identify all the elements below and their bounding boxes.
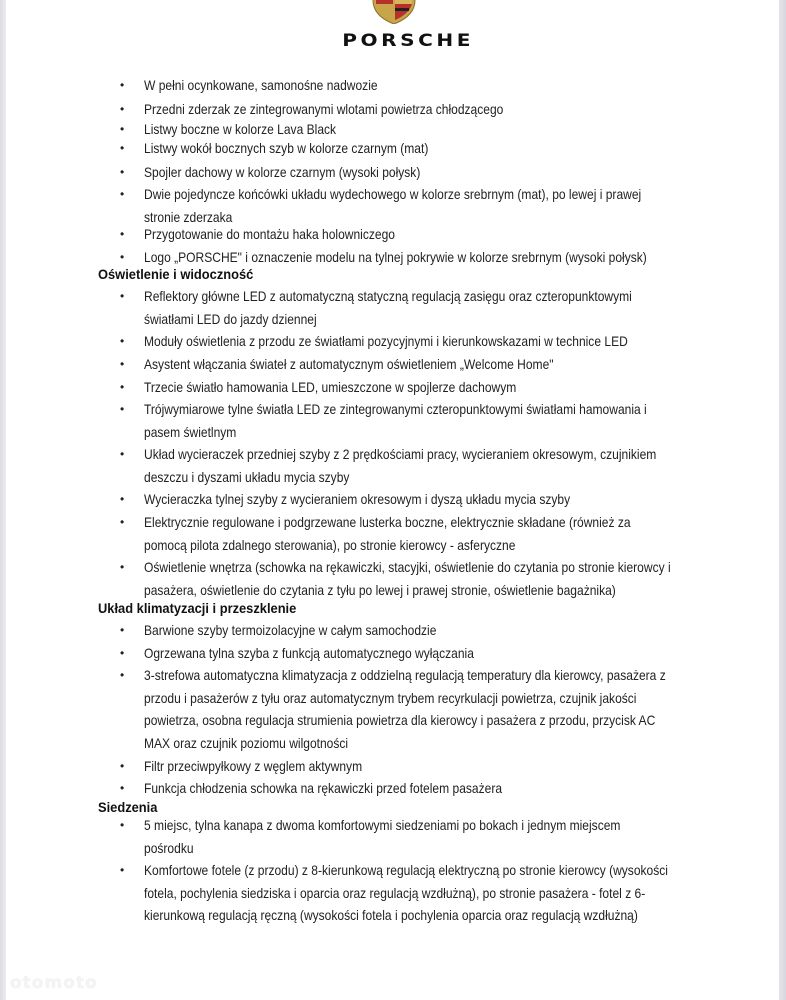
list-item-text: 5 miejsc, tylna kanapa z dwoma komfortowymi siedzeniami po bokach i jednym miejscem pośrodku	[144, 817, 621, 856]
bullet-icon: •	[120, 668, 125, 682]
bullet-icon: •	[120, 863, 125, 877]
page-edge-right	[779, 0, 786, 1000]
bullet-icon: •	[120, 402, 125, 416]
bullet-icon: •	[120, 623, 125, 637]
bullet-icon: •	[120, 646, 125, 660]
list-item-text: Przygotowanie do montażu haka holowniczego	[144, 226, 395, 242]
section-heading: Siedzenia	[98, 799, 158, 815]
watermark: otomoto	[10, 973, 98, 993]
list-item-text: Trójwymiarowe tylne światła LED ze zintegrowanymi czteropunktowymi światłami hamowania i pasem świetlnym	[144, 401, 647, 440]
list-item-text: Moduły oświetlenia z przodu ze światłami pozycyjnymi i kierunkowskazami w technice LED	[144, 333, 628, 349]
porsche-crest-icon	[369, 0, 419, 24]
bullet-icon: •	[120, 818, 125, 832]
list-item-text: Funkcja chłodzenia schowka na rękawiczki przed fotelem pasażera	[144, 780, 503, 796]
porsche-logo	[0, 0, 786, 52]
list-item-text: Barwione szyby termoizolacyjne w całym samochodzie	[144, 622, 437, 638]
brand-wordmark: PORSCHE	[342, 31, 474, 51]
bullet-icon: •	[120, 122, 125, 136]
bullet-icon: •	[120, 447, 125, 461]
list-item-text: Listwy boczne w kolorze Lava Black	[144, 121, 337, 137]
list-item-text: Oświetlenie wnętrza (schowka na rękawiczki, stacyjki, oświetlenie do czytania po stronie kierowcy i pasażera, oświetlenie do czytania z tyłu po lewej i prawej stronie, oświetlenie bagażnika)	[144, 559, 671, 598]
list-item-text: Układ wycieraczek przedniej szyby z 2 prędkościami pracy, wycieraniem okresowym, czujnikiem deszczu i dyszami układu mycia szyby	[144, 446, 657, 485]
list-item-text: 3-strefowa automatyczna klimatyzacja z oddzielną regulacją temperatury dla kierowcy, pasażera z przodu i pasażerów z tyłu oraz automatycznym trybem recyrkulacji powietrza, czujnik jakości powietrza, osobna regulacja strumienia powietrza dla kierowcy i pasażera z przodu, przycisk AC MAX oraz czujnik poziomu wilgotności	[144, 667, 666, 751]
list-item-text: Listwy wokół bocznych szyb w kolorze czarnym (mat)	[144, 140, 429, 156]
list-item-text: Elektrycznie regulowane i podgrzewane lusterka boczne, elektrycznie składane (również za pomocą pilota zdalnego sterowania), po stronie kierowcy - asferyczne	[144, 514, 631, 553]
bullet-icon: •	[120, 289, 125, 303]
bullet-icon: •	[120, 380, 125, 394]
bullet-icon: •	[120, 227, 125, 241]
list-item-text: Dwie pojedyncze końcówki układu wydechowego w kolorze srebrnym (mat), po lewej i prawej stronie zderzaka	[144, 186, 642, 225]
list-item-text: Wycieraczka tylnej szyby z wycieraniem okresowym i dyszą układu mycia szyby	[144, 491, 571, 507]
bullet-icon: •	[120, 515, 125, 529]
list-item-text: Filtr przeciwpyłkowy z węglem aktywnym	[144, 758, 363, 774]
bullet-icon: •	[120, 187, 125, 201]
bullet-icon: •	[120, 102, 125, 116]
list-item-text: Reflektory główne LED z automatyczną statyczną regulacją zasięgu oraz czteropunktowymi światłami LED do jazdy dziennej	[144, 288, 632, 327]
bullet-icon: •	[120, 759, 125, 773]
bullet-icon: •	[120, 781, 125, 795]
bullet-icon: •	[120, 141, 125, 155]
list-item-text: Logo „PORSCHE" i oznaczenie modelu na tylnej pokrywie w kolorze srebrnym (wysoki połysk)	[144, 249, 647, 265]
bullet-icon: •	[120, 334, 125, 348]
list-item-text: W pełni ocynkowane, samonośne nadwozie	[144, 77, 378, 93]
section-heading: Układ klimatyzacji i przeszklenie	[98, 600, 297, 616]
bullet-icon: •	[120, 357, 125, 371]
page-edge-left	[0, 0, 6, 1000]
list-item-text: Trzecie światło hamowania LED, umieszczone w spojlerze dachowym	[144, 379, 517, 395]
bullet-icon: •	[120, 250, 125, 264]
bullet-icon: •	[120, 78, 125, 92]
bullet-icon: •	[120, 492, 125, 506]
list-item-text: Asystent włączania świateł z automatycznym oświetleniem „Welcome Home"	[144, 356, 554, 372]
list-item-text: Ogrzewana tylna szyba z funkcją automatycznego wyłączania	[144, 645, 474, 661]
section-heading: Oświetlenie i widoczność	[98, 266, 254, 282]
list-item-text: Spojler dachowy w kolorze czarnym (wysoki połysk)	[144, 164, 421, 180]
list-item-text: Komfortowe fotele (z przodu) z 8-kierunkową regulacją elektryczną po stronie kierowcy (wysokości fotela, pochylenia siedziska i oparcia oraz regulacją wzdłużną), po stronie pasażera - fotel z 6- kierunkową regulacją ręczną (wysokości fotela i pochylenia oparcia oraz regulacją wzdłużną)	[144, 862, 668, 924]
list-item-text: Przedni zderzak ze zintegrowanymi wlotami powietrza chłodzącego	[144, 101, 504, 117]
bullet-icon: •	[120, 560, 125, 574]
bullet-icon: •	[120, 165, 125, 179]
